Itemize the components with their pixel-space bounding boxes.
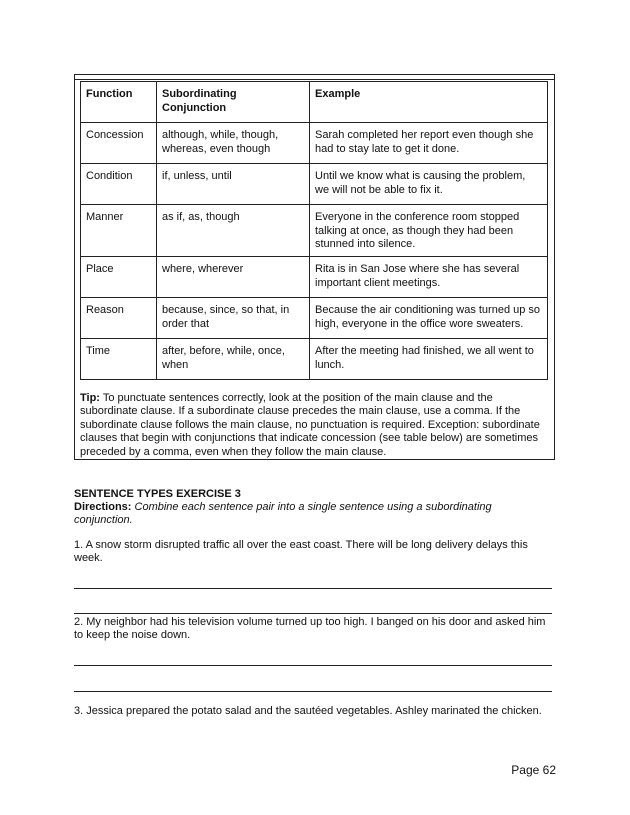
cell-function: Condition <box>81 164 157 205</box>
conjunction-box <box>74 74 555 460</box>
header-conjunction: Subordinating Conjunction <box>157 82 310 123</box>
cell-example: Sarah completed her report even though she had to stay late to get it done. <box>310 123 548 164</box>
table-row <box>81 205 548 257</box>
tip-label: Tip: <box>80 392 100 404</box>
table-row <box>81 298 548 339</box>
table-header-row <box>81 82 548 123</box>
box-divider <box>75 79 554 80</box>
table-row <box>81 164 548 205</box>
cell-conjunction: after, before, while, once, when <box>157 339 310 380</box>
question-1: 1. A snow storm disrupted traffic all over the east coast. There will be long delivery delays this week. <box>74 539 528 565</box>
conjunction-table <box>80 81 548 380</box>
cell-function: Concession <box>81 123 157 164</box>
cell-conjunction: because, since, so that, in order that <box>157 298 310 339</box>
cell-example: Rita is in San Jose where she has several important client meetings. <box>310 257 548 298</box>
header-function: Function <box>81 82 157 123</box>
answer-line-2a[interactable] <box>74 665 552 666</box>
header-example: Example <box>310 82 548 123</box>
answer-line-1a[interactable] <box>74 588 552 589</box>
answer-line-2b[interactable] <box>74 691 552 692</box>
question-2: 2. My neighbor had his television volume turned up too high. I banged on his door and asked him to keep the noise down. <box>74 616 546 642</box>
cell-example: After the meeting had finished, we all went to lunch. <box>310 339 548 380</box>
cell-function: Reason <box>81 298 157 339</box>
exercise-title: SENTENCE TYPES EXERCISE 3 <box>74 488 241 500</box>
tip-paragraph <box>80 392 545 459</box>
tip-text: To punctuate sentences correctly, look at the position of the main clause and the subordinate clause. If a subordinate clause precedes the main clause, use a comma. If the subordinate clause follows the main clause, no punctuation is required. Exception: subordinate clauses that begin with conjunctions that indicate concession (see table below) are sometimes preceded by a comma, even when they follow the main clause. <box>80 392 540 458</box>
table-row <box>81 123 548 164</box>
cell-conjunction: where, wherever <box>157 257 310 298</box>
question-3: 3. Jessica prepared the potato salad and the sautéed vegetables. Ashley marinated the chicken. <box>74 705 542 717</box>
cell-function: Place <box>81 257 157 298</box>
directions-label: Directions: <box>74 501 132 513</box>
cell-function: Manner <box>81 205 157 257</box>
table-row <box>81 339 548 380</box>
page-number: Page 62 <box>511 763 556 777</box>
answer-line-1b[interactable] <box>74 613 552 614</box>
cell-conjunction: although, while, though, whereas, even though <box>157 123 310 164</box>
cell-conjunction: if, unless, until <box>157 164 310 205</box>
cell-example: Until we know what is causing the problem, we will not be able to fix it. <box>310 164 548 205</box>
cell-conjunction: as if, as, though <box>157 205 310 257</box>
cell-example: Everyone in the conference room stopped talking at once, as though they had been stunned into silence. <box>310 205 548 257</box>
cell-function: Time <box>81 339 157 380</box>
directions-text: Combine each sentence pair into a single sentence using a subordinating conjunction. <box>74 501 492 527</box>
exercise-directions <box>74 501 544 528</box>
table-row <box>81 257 548 298</box>
cell-example: Because the air conditioning was turned up so high, everyone in the office wore sweaters. <box>310 298 548 339</box>
